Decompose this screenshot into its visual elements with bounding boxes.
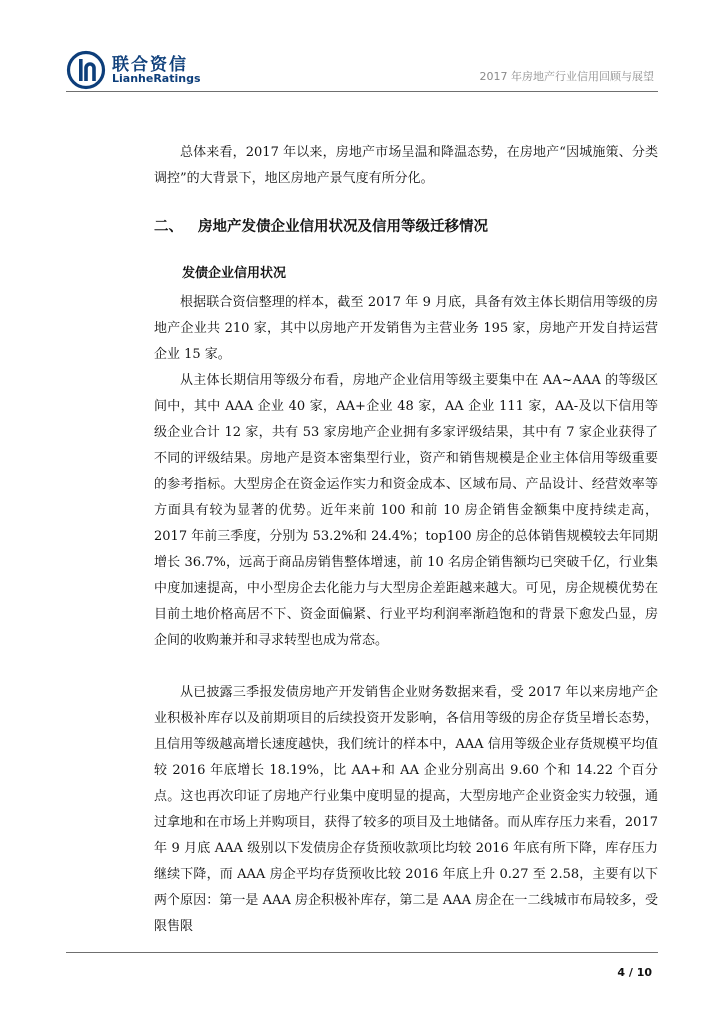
paragraph-sample: 根据联合资信整理的样本，截至 2017 年 9 月底，具备有效主体长期信用等级的房地产企业共 210 家，其中以房地产开发销售为主营业务 195 家，房地产开发自持运营企业 15 家。 — [154, 295, 658, 362]
page-number: 4 / 10 — [617, 966, 652, 979]
section-title: 房地产发债企业信用状况及信用等级迁移情况 — [198, 219, 488, 235]
brand-name-en: LianheRatings — [112, 72, 201, 85]
paragraph-rating-distribution: 从主体长期信用等级分布看，房地产企业信用等级主要集中在 AA~AAA 的等级区间中，其中 AAA 企业 40 家，AA+企业 48 家，AA 企业 111 家，AA-及以下信用等级企业合计 12 家，共有 53 家房地产企业拥有多家评级结果，其中有 7 家企业获得了不同的评级结果。房地产是资本密集型行业，资产和销售规模是企业主体信用等级重要的参考指标。大型房企在资金运作实力和资金成本、区域布局、产品设计、经营效率等方面具有较为显著的优势。近年来前 100 和前 10 房企销售金额集中度持续走高，2017 年前三季度，分别为 53.2%和 24.4%；top100 房企的总体销售规模较去年同期增长 36.7%，远高于商品房销售整体增速，前 10 名房企销售额均已突破千亿，行业集中度加速提高，中小型房企去化能力与大型房企差距越来越大。可见，房企规模优势在目前土地价格高居不下、资金面偏紧、行业平均利润率渐趋饱和的背景下愈发凸显，房企间的收购兼并和寻求转型也成为常态。 — [154, 373, 658, 648]
section-number: 二、 — [154, 219, 183, 235]
footer-divider — [66, 952, 658, 953]
lianhe-logo-icon — [66, 50, 106, 90]
subsection-heading: 发债企业信用状况 — [182, 266, 287, 281]
brand-name-cn: 联合资信 — [112, 55, 188, 75]
page-header — [0, 0, 724, 92]
paragraph-financial-data: 从已披露三季报发债房地产开发销售企业财务数据来看，受 2017 年以来房地产企业积极补库存以及前期项目的后续投资开发影响，各信用等级的房企存货呈增长态势，且信用等级越高增长速度越快，我们统计的样本中，AAA 信用等级企业存货规模平均值较 2016 年底增长 18.19%，比 AA+和 AA 企业分别高出 9.60 个和 14.22 个百分点。这也再次印证了房地产行业集中度明显的提高，大型房地产企业资金实力较强，通过拿地和在市场上并购项目，获得了较多的项目及土地储备。而从库存压力来看，2017 年 9 月底 AAA 级别以下发债房企存货预收款项比均较 2016 年底有所下降，库存压力继续下降，而 AAA 房企平均存货预收比较 2016 年底上升 0.27 至 2.58，主要有以下两个原因：第一是 AAA 房企积极补库存，第二是 AAA 房企在一二线城市布局较多，受限售限 — [154, 685, 658, 934]
paragraph-summary: 总体来看，2017 年以来，房地产市场呈温和降温态势，在房地产“因城施策、分类调控”的大背景下，地区房地产景气度有所分化。 — [154, 145, 658, 186]
document-title: 2017 年房地产行业信用回顾与展望 — [479, 70, 654, 83]
header-divider — [66, 91, 658, 92]
section-heading — [154, 214, 658, 240]
